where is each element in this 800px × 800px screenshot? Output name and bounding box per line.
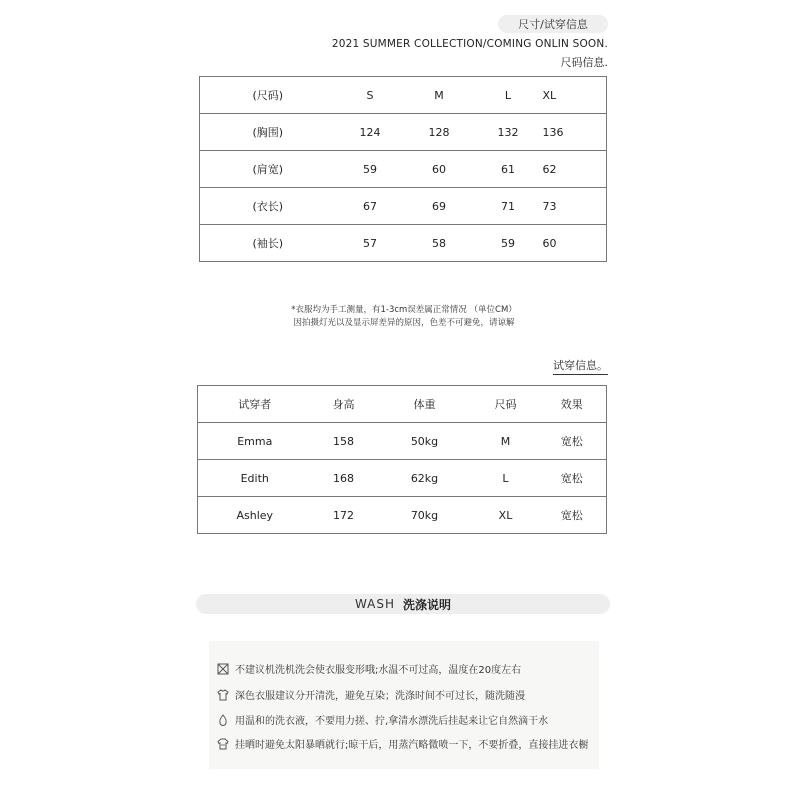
- table-cell: L: [474, 460, 538, 497]
- wash-title-bar: [196, 594, 610, 614]
- wash-item-text: 深色衣服建议分开清洗，避免互染；洗涤时间不可过长，随洗随漫: [235, 691, 525, 702]
- table-cell: 宽松: [538, 460, 607, 497]
- table-cell: Emma: [198, 423, 312, 460]
- table-cell: (胸围): [200, 114, 336, 151]
- table-row: [198, 460, 607, 497]
- table-cell: 尺码: [494, 398, 517, 411]
- table-cell: (尺码): [252, 89, 284, 102]
- table-cell: 59: [474, 225, 543, 262]
- table-cell: 71: [474, 188, 543, 225]
- list-item: [217, 661, 521, 676]
- table-cell: 61: [474, 151, 543, 188]
- table-row: [198, 386, 607, 423]
- table-row: [200, 114, 607, 151]
- no-machine-wash-icon: [217, 663, 229, 675]
- table-cell: 59: [336, 151, 405, 188]
- list-item: [217, 736, 588, 751]
- detergent-icon: [217, 714, 229, 726]
- table-cell: 试穿者: [238, 398, 272, 411]
- table-cell: L: [504, 88, 512, 102]
- table-cell: Ashley: [198, 497, 312, 534]
- table-row: [198, 497, 607, 534]
- table-cell: (肩宽): [200, 151, 336, 188]
- table-cell: M: [474, 423, 538, 460]
- table-cell: 73: [543, 188, 607, 225]
- table-row: [200, 225, 607, 262]
- table-row: [200, 151, 607, 188]
- table-cell: S: [366, 88, 374, 102]
- list-item: [217, 712, 548, 727]
- table-cell: 体重: [413, 398, 436, 411]
- table-cell: 62kg: [376, 460, 474, 497]
- table-cell: 132: [474, 114, 543, 151]
- table-cell: 168: [312, 460, 376, 497]
- wash-title-en: WASH: [354, 597, 396, 611]
- table-cell: (衣长): [200, 188, 336, 225]
- table-cell: 效果: [560, 398, 583, 411]
- table-cell: 69: [405, 188, 474, 225]
- table-cell: 62: [543, 151, 607, 188]
- list-item: [217, 687, 525, 702]
- table-cell: 宽松: [538, 423, 607, 460]
- table-cell: 67: [336, 188, 405, 225]
- hanger-icon: [217, 738, 229, 750]
- size-info-subtitle: 尺码信息.: [560, 56, 608, 69]
- color-difference-note: 因拍摄灯光以及显示屏差异的原因，色差不可避免，请谅解: [293, 318, 515, 328]
- table-row: [198, 423, 607, 460]
- table-cell: 60: [543, 225, 607, 262]
- wash-instructions: [209, 641, 599, 769]
- table-cell: 60: [405, 151, 474, 188]
- table-cell: 172: [312, 497, 376, 534]
- table-cell: (袖长): [200, 225, 336, 262]
- table-cell: 宽松: [538, 497, 607, 534]
- size-info-pill: [498, 15, 608, 33]
- table-cell: XL: [474, 497, 538, 534]
- wash-item-text: 挂晒时避免太阳暴晒就行;晾干后，用蒸汽略微喷一下，不要折叠，直接挂进衣橱: [235, 740, 589, 751]
- table-cell: 50kg: [376, 423, 474, 460]
- collection-title: 2021 SUMMER COLLECTION/COMING ONLIN SOON.: [331, 38, 608, 50]
- shirt-icon: [217, 689, 229, 701]
- table-cell: 70kg: [376, 497, 474, 534]
- table-row: [200, 77, 607, 114]
- table-cell: 158: [312, 423, 376, 460]
- table-row: [200, 188, 607, 225]
- wash-title-cn: 洗涤说明: [403, 597, 452, 612]
- size-table: [199, 76, 607, 262]
- wash-item-text: 不建议机洗机洗会使衣服变形哦;水温不可过高，温度在20度左右: [235, 665, 522, 676]
- table-cell: 57: [336, 225, 405, 262]
- table-cell: Edith: [198, 460, 312, 497]
- fit-table: [197, 385, 607, 534]
- table-cell: XL: [542, 88, 557, 102]
- table-cell: 58: [405, 225, 474, 262]
- measurement-note: *衣服均为手工测量，有1-3cm误差属正常情况 （单位CM）: [291, 305, 517, 315]
- table-cell: 136: [543, 114, 607, 151]
- wash-item-text: 用温和的洗衣液，不要用力搓、拧,拿清水漂洗后挂起来让它自然滴干水: [235, 716, 549, 727]
- table-cell: 128: [405, 114, 474, 151]
- fit-info-label: 试穿信息。: [553, 357, 608, 375]
- table-cell: 124: [336, 114, 405, 151]
- table-cell: M: [434, 88, 444, 102]
- size-info-pill-label: 尺寸/试穿信息: [518, 18, 588, 31]
- table-cell: 身高: [332, 398, 355, 411]
